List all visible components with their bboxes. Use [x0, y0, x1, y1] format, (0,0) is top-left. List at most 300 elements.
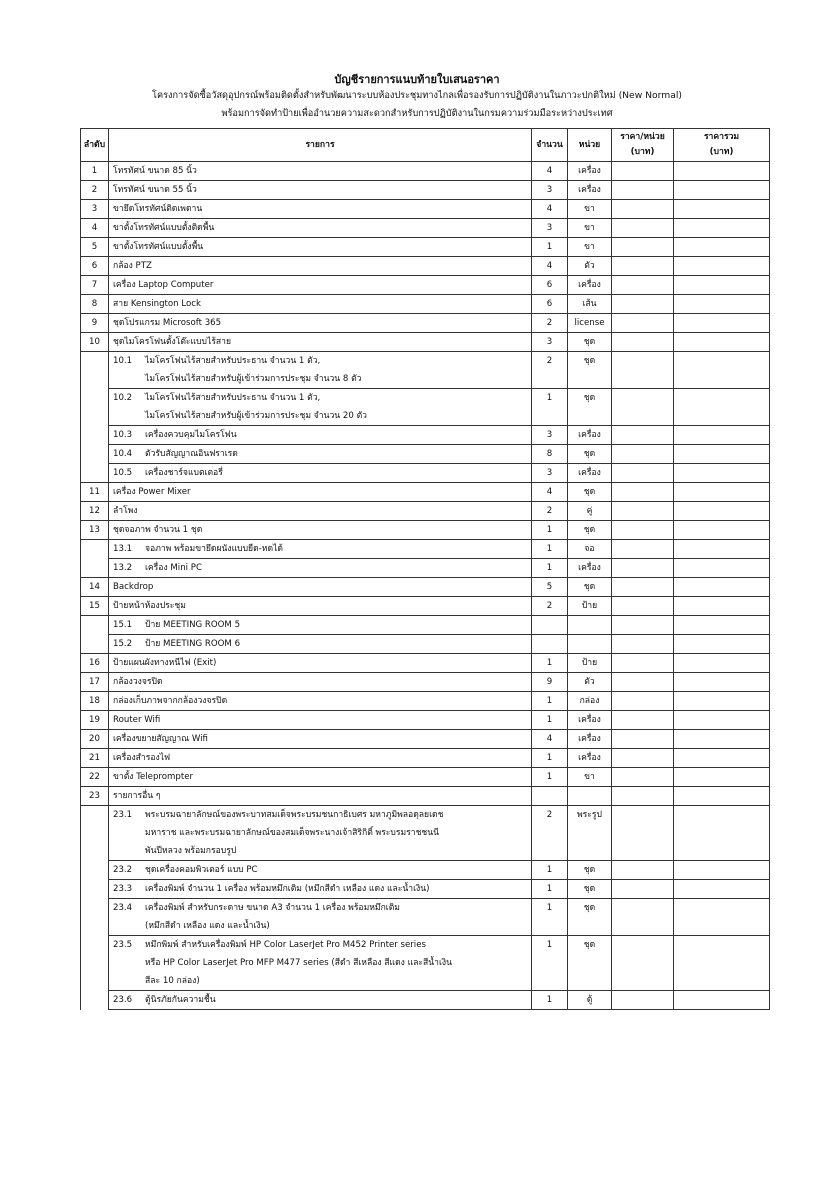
header-price-total [674, 129, 770, 162]
row-number: 7 [81, 276, 109, 295]
item-text: ลำโพง [113, 506, 138, 516]
item-text: พระบรมฉายาลักษณ์ของพระบาทสมเด็จพระบรมชนกาธิเบศร มหาภูมิพลอดุลยเดช [145, 810, 444, 820]
row-price-total [674, 899, 770, 936]
row-item [109, 200, 532, 219]
row-price-total [674, 352, 770, 389]
row-number: 22 [81, 768, 109, 787]
row-price-unit [612, 559, 674, 578]
row-price-unit [612, 880, 674, 899]
item-text: เครื่องพิมพ์ จำนวน 1 เครื่อง พร้อมหมึกเติม (หมึกสีดำ เหลือง แดง และน้ำเงิน) [145, 884, 430, 894]
item-text: ขายึดโทรทัศน์ติดเพดาน [113, 204, 203, 214]
row-number [81, 635, 109, 654]
item-line [113, 295, 528, 313]
row-unit [568, 635, 612, 654]
table-row [81, 521, 770, 540]
row-item [109, 352, 532, 389]
item-text: Router Wifi [113, 715, 161, 725]
row-number: 14 [81, 578, 109, 597]
row-price-unit [612, 991, 674, 1010]
header-item: รายการ [109, 129, 532, 162]
row-item [109, 314, 532, 333]
item-line [113, 578, 528, 596]
row-item [109, 502, 532, 521]
table-row [81, 936, 770, 991]
row-item [109, 936, 532, 991]
row-item [109, 219, 532, 238]
row-price-total [674, 276, 770, 295]
item-line [113, 200, 528, 218]
row-unit [568, 787, 612, 806]
row-number: 5 [81, 238, 109, 257]
row-price-total [674, 200, 770, 219]
item-text: เครื่อง Mini PC [145, 563, 202, 573]
row-unit: ชุด [568, 352, 612, 389]
row-price-unit [612, 806, 674, 861]
row-unit: เครื่อง [568, 426, 612, 445]
row-price-unit [612, 238, 674, 257]
row-number [81, 806, 109, 861]
item-text: หรือ HP Color LaserJet Pro MFP M477 series (สีดำ สีเหลือง สีแดง และสีน้ำเงิน [145, 958, 452, 968]
row-price-total [674, 597, 770, 616]
item-text: สาย Kensington Lock [113, 299, 201, 309]
item-line [113, 749, 528, 767]
table-row [81, 597, 770, 616]
row-number [81, 936, 109, 991]
row-unit: ขา [568, 238, 612, 257]
row-unit: ชุด [568, 445, 612, 464]
row-item [109, 730, 532, 749]
item-text: เครื่องสำรองไฟ [113, 753, 171, 763]
row-item [109, 333, 532, 352]
row-price-unit [612, 426, 674, 445]
row-item [109, 991, 532, 1010]
row-item [109, 711, 532, 730]
row-item [109, 464, 532, 483]
row-number [81, 559, 109, 578]
row-price-total [674, 768, 770, 787]
row-unit: เครื่อง [568, 711, 612, 730]
item-line-continued [113, 917, 528, 935]
row-item [109, 578, 532, 597]
row-price-unit [612, 768, 674, 787]
row-unit: ขา [568, 768, 612, 787]
header-price-unit-currency: (บาท) [630, 147, 655, 157]
item-text: จอภาพ พร้อมขายึดผนังแบบยืด-หดได้ [145, 544, 283, 554]
item-text: ตู้นิรภัยกันความชื้น [145, 995, 216, 1005]
row-price-total [674, 936, 770, 991]
row-qty: 8 [532, 445, 568, 464]
row-price-unit [612, 333, 674, 352]
item-line [113, 597, 528, 615]
row-number: 8 [81, 295, 109, 314]
table-row [81, 352, 770, 389]
item-line [113, 692, 528, 710]
row-price-unit [612, 861, 674, 880]
table-row [81, 673, 770, 692]
row-qty: 2 [532, 597, 568, 616]
row-unit: ป้าย [568, 597, 612, 616]
row-unit: ตัว [568, 257, 612, 276]
item-text: กล้อง PTZ [113, 261, 152, 271]
item-line [113, 162, 528, 180]
row-number [81, 426, 109, 445]
row-qty: 6 [532, 295, 568, 314]
item-text: ไมโครโฟนไร้สายสำหรับประธาน จำนวน 1 ตัว, [145, 356, 321, 366]
row-number: 17 [81, 673, 109, 692]
table-row [81, 295, 770, 314]
item-text: ป้ายหน้าห้องประชุม [113, 601, 186, 611]
row-price-total [674, 314, 770, 333]
row-price-unit [612, 314, 674, 333]
item-line [113, 426, 528, 444]
row-price-unit [612, 936, 674, 991]
row-number [81, 861, 109, 880]
item-line [113, 445, 528, 463]
table-row [81, 749, 770, 768]
row-qty: 4 [532, 162, 568, 181]
row-price-total [674, 730, 770, 749]
row-item [109, 521, 532, 540]
row-qty: 5 [532, 578, 568, 597]
row-price-total [674, 787, 770, 806]
item-text: หมึกพิมพ์ สำหรับเครื่องพิมพ์ HP Color LaserJet Pro M452 Printer series [145, 940, 426, 950]
item-text: เครื่องควบคุมไมโครโฟน [145, 430, 237, 440]
item-line [113, 389, 528, 407]
row-price-unit [612, 181, 674, 200]
sub-item-number: 15.1 [113, 620, 133, 630]
item-line [113, 483, 528, 501]
sub-item-number: 13.1 [113, 544, 133, 554]
sub-item-number: 15.2 [113, 639, 133, 649]
row-price-unit [612, 711, 674, 730]
header-no: ลำดับ [81, 129, 109, 162]
item-text: ชุดโปรแกรม Microsoft 365 [113, 318, 222, 328]
row-unit: จอ [568, 540, 612, 559]
item-text: ไมโครโฟนไร้สายสำหรับผู้เข้าร่วมการประชุม จำนวน 20 ตัว [145, 411, 367, 421]
item-line [113, 616, 528, 634]
item-line [113, 991, 528, 1009]
row-price-total [674, 162, 770, 181]
row-number: 20 [81, 730, 109, 749]
table-row [81, 464, 770, 483]
table-row [81, 162, 770, 181]
item-text: กล้องวงจรปิด [113, 677, 163, 687]
row-unit: เครื่อง [568, 162, 612, 181]
row-item [109, 692, 532, 711]
row-unit: เครื่อง [568, 276, 612, 295]
row-item [109, 616, 532, 635]
row-number [81, 389, 109, 426]
row-price-total [674, 654, 770, 673]
row-item [109, 768, 532, 787]
row-unit: license [568, 314, 612, 333]
item-line [113, 314, 528, 332]
row-item [109, 749, 532, 768]
row-item [109, 257, 532, 276]
row-price-unit [612, 540, 674, 559]
table-row [81, 426, 770, 445]
row-unit: ชุด [568, 899, 612, 936]
row-qty: 4 [532, 730, 568, 749]
row-number: 15 [81, 597, 109, 616]
row-unit: พระรูป [568, 806, 612, 861]
document-title: บัญชีรายการแนบท้ายใบเสนอราคา [334, 73, 500, 86]
item-line [113, 673, 528, 691]
row-qty: 4 [532, 257, 568, 276]
sub-item-number: 10.4 [113, 449, 133, 459]
item-text: รายการอื่น ๆ [113, 791, 161, 801]
row-unit: เครื่อง [568, 559, 612, 578]
item-text: ชุดเครื่องคอมพิวเตอร์ แบบ PC [145, 865, 258, 875]
table-body [81, 162, 770, 1010]
table-row [81, 787, 770, 806]
row-price-total [674, 464, 770, 483]
row-number [81, 352, 109, 389]
row-qty: 1 [532, 749, 568, 768]
row-price-total [674, 502, 770, 521]
row-price-unit [612, 276, 674, 295]
row-unit: เครื่อง [568, 749, 612, 768]
sub-item-number: 23.1 [113, 810, 133, 820]
row-qty: 3 [532, 464, 568, 483]
row-item [109, 540, 532, 559]
item-line [113, 257, 528, 275]
row-number: 6 [81, 257, 109, 276]
sub-item-number: 13.2 [113, 563, 133, 573]
table-header-row [81, 129, 770, 162]
item-line [113, 711, 528, 729]
row-qty: 1 [532, 540, 568, 559]
row-price-total [674, 181, 770, 200]
row-qty: 1 [532, 711, 568, 730]
table-row [81, 540, 770, 559]
item-line [113, 806, 528, 824]
row-unit: ตัว [568, 673, 612, 692]
row-unit: ชุด [568, 521, 612, 540]
row-price-total [674, 426, 770, 445]
item-line [113, 559, 528, 577]
row-price-total [674, 749, 770, 768]
item-line [113, 936, 528, 954]
row-qty [532, 787, 568, 806]
sub-item-number: 23.4 [113, 903, 133, 913]
item-line-continued [113, 954, 528, 972]
table-row [81, 991, 770, 1010]
table-row [81, 238, 770, 257]
row-number: 10 [81, 333, 109, 352]
row-price-unit [612, 692, 674, 711]
table-row [81, 559, 770, 578]
item-text: โทรทัศน์ ขนาด 55 นิ้ว [113, 185, 197, 195]
item-line-continued [113, 842, 528, 860]
row-price-unit [612, 389, 674, 426]
row-item [109, 483, 532, 502]
item-text: เครื่องชาร์จแบตเตอรี่ [145, 468, 223, 478]
item-text: เครื่องพิมพ์ สำหรับกระดาษ ขนาด A3 จำนวน 1 เครื่อง พร้อมหมึกเติม [145, 903, 400, 913]
row-item [109, 806, 532, 861]
row-price-total [674, 540, 770, 559]
row-number [81, 880, 109, 899]
item-line [113, 768, 528, 786]
item-line [113, 730, 528, 748]
row-qty: 3 [532, 181, 568, 200]
item-text: ตัวรับสัญญาณอินฟราเรด [145, 449, 238, 459]
row-item [109, 295, 532, 314]
row-item [109, 426, 532, 445]
item-line [113, 654, 528, 672]
row-price-total [674, 861, 770, 880]
row-price-total [674, 673, 770, 692]
row-unit: ชุด [568, 861, 612, 880]
row-price-unit [612, 616, 674, 635]
row-number: 9 [81, 314, 109, 333]
table-row [81, 200, 770, 219]
row-price-total [674, 257, 770, 276]
table-row [81, 654, 770, 673]
row-unit: เส้น [568, 295, 612, 314]
row-number: 18 [81, 692, 109, 711]
table-row [81, 806, 770, 861]
row-qty: 1 [532, 991, 568, 1010]
row-unit: ชุด [568, 483, 612, 502]
row-qty: 2 [532, 806, 568, 861]
table-row [81, 880, 770, 899]
table-row [81, 502, 770, 521]
item-line [113, 352, 528, 370]
row-qty: 1 [532, 936, 568, 991]
item-line [113, 276, 528, 294]
item-line-continued [113, 972, 528, 990]
row-price-unit [612, 730, 674, 749]
row-price-total [674, 559, 770, 578]
item-line [113, 333, 528, 351]
row-item [109, 559, 532, 578]
item-line [113, 899, 528, 917]
table-row [81, 730, 770, 749]
document-subtitle-2: พร้อมการจัดทำป้ายเพื่ออำนวยความสะดวกสำหรับการปฏิบัติงานในกรมความร่วมมือระหว่างประเทศ [221, 108, 613, 119]
item-line [113, 861, 528, 879]
item-text: โทรทัศน์ ขนาด 85 นิ้ว [113, 166, 197, 176]
item-line [113, 540, 528, 558]
row-price-total [674, 635, 770, 654]
item-text: ขาตั้ง Teleprompter [113, 772, 194, 782]
row-qty: 6 [532, 276, 568, 295]
row-unit: ชุด [568, 936, 612, 991]
row-unit: ชุด [568, 578, 612, 597]
item-text: ป้าย MEETING ROOM 5 [145, 620, 241, 630]
row-qty: 1 [532, 861, 568, 880]
item-text: ป้ายแผนผังทางหนีไฟ (Exit) [113, 658, 217, 668]
item-text: ชุดไมโครโฟนตั้งโต๊ะแบบไร้สาย [113, 337, 232, 347]
row-price-unit [612, 352, 674, 389]
item-text: ไมโครโฟนไร้สายสำหรับประธาน จำนวน 1 ตัว, [145, 393, 321, 403]
row-price-total [674, 333, 770, 352]
row-price-unit [612, 654, 674, 673]
header-price-unit [612, 129, 674, 162]
row-price-total [674, 578, 770, 597]
header-price-unit-label: ราคา/หน่วย [620, 132, 665, 142]
row-price-unit [612, 635, 674, 654]
header-unit: หน่วย [568, 129, 612, 162]
item-text: พันปีหลวง พร้อมกรอบรูป [145, 846, 237, 856]
table-row [81, 635, 770, 654]
row-unit: คู่ [568, 502, 612, 521]
row-item [109, 238, 532, 257]
row-price-unit [612, 200, 674, 219]
row-price-unit [612, 787, 674, 806]
table-row [81, 257, 770, 276]
row-unit: เครื่อง [568, 181, 612, 200]
item-text: ชุดจอภาพ จำนวน 1 ชุด [113, 525, 203, 535]
row-price-unit [612, 749, 674, 768]
table-row [81, 692, 770, 711]
item-line [113, 521, 528, 539]
row-price-total [674, 880, 770, 899]
item-text: ไมโครโฟนไร้สายสำหรับผู้เข้าร่วมการประชุม จำนวน 8 ตัว [145, 374, 362, 384]
row-unit: ชุด [568, 333, 612, 352]
row-price-total [674, 806, 770, 861]
row-item [109, 654, 532, 673]
table-row [81, 333, 770, 352]
header-qty: จำนวน [532, 129, 568, 162]
row-price-unit [612, 483, 674, 502]
item-line [113, 787, 528, 805]
row-number: 12 [81, 502, 109, 521]
row-item [109, 445, 532, 464]
row-number: 2 [81, 181, 109, 200]
table-row [81, 445, 770, 464]
item-line [113, 880, 528, 898]
row-unit: ชุด [568, 880, 612, 899]
item-line [113, 502, 528, 520]
item-line-continued [113, 824, 528, 842]
row-qty [532, 616, 568, 635]
row-price-unit [612, 295, 674, 314]
item-line-continued [113, 407, 528, 425]
row-qty: 4 [532, 200, 568, 219]
row-price-unit [612, 162, 674, 181]
table-row [81, 483, 770, 502]
row-unit: ขา [568, 219, 612, 238]
item-text: มหาราช และพระบรมฉายาลักษณ์ของสมเด็จพระนางเจ้าสิริกิติ์ พระบรมราชชนนี [145, 828, 440, 838]
row-item [109, 880, 532, 899]
row-number [81, 445, 109, 464]
row-number [81, 616, 109, 635]
row-item [109, 276, 532, 295]
row-price-total [674, 445, 770, 464]
items-table [80, 128, 770, 1010]
row-unit: กล่อง [568, 692, 612, 711]
table-row [81, 899, 770, 936]
row-price-unit [612, 521, 674, 540]
row-item [109, 389, 532, 426]
table-row [81, 276, 770, 295]
row-qty: 3 [532, 426, 568, 445]
row-number: 19 [81, 711, 109, 730]
row-price-total [674, 483, 770, 502]
row-price-unit [612, 597, 674, 616]
row-qty: 9 [532, 673, 568, 692]
row-price-unit [612, 257, 674, 276]
row-price-unit [612, 445, 674, 464]
row-qty: 1 [532, 880, 568, 899]
item-text: เครื่องขยายสัญญาณ Wifi [113, 734, 208, 744]
row-item [109, 787, 532, 806]
row-number [81, 991, 109, 1010]
sub-item-number: 23.3 [113, 884, 133, 894]
row-unit: เครื่อง [568, 464, 612, 483]
row-price-unit [612, 899, 674, 936]
